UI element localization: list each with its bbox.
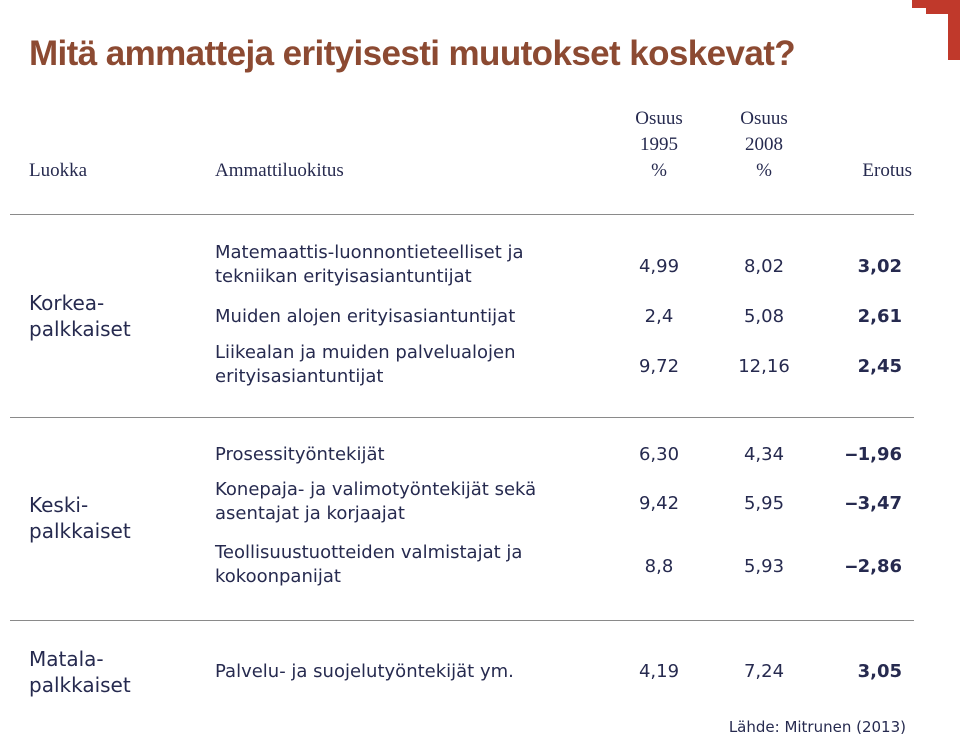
value-2008: 8,02 (743, 256, 785, 277)
group-divider (10, 417, 914, 418)
value-erotus: ‒2,86 (845, 556, 902, 577)
occupation-line: Palvelu- ja suojelutyöntekijät ym. (215, 661, 514, 682)
value-erotus: 2,61 (857, 306, 902, 327)
occupation-line: Konepaja- ja valimotyöntekijät sekä (215, 479, 537, 500)
occupation-label (215, 341, 516, 389)
value-1995: 9,42 (638, 493, 680, 514)
header-share-1995-line1: Osuus (635, 108, 683, 129)
occupation-line: Muiden alojen erityisasiantuntijat (215, 306, 516, 327)
occupation-line: erityisasiantuntijat (215, 366, 384, 387)
occupation-line: Prosessityöntekijät (215, 444, 385, 465)
header-share-2008-line3: % (756, 160, 772, 181)
value-2008: 5,93 (743, 556, 785, 577)
occupation-label (215, 305, 515, 329)
value-erotus: ‒1,96 (845, 444, 902, 465)
group-name-keskipalkkaiset (29, 492, 131, 544)
value-2008: 5,95 (743, 493, 785, 514)
occupation-label (215, 478, 536, 526)
header-divider (10, 214, 914, 215)
header-erotus: Erotus (862, 160, 912, 181)
group-name-matalapalkkaiset (29, 646, 131, 698)
group-name-line: palkkaiset (29, 317, 131, 341)
corner-logo-icon (890, 0, 960, 60)
occupation-line: kokoonpanijat (215, 566, 341, 587)
occupation-line: tekniikan erityisasiantuntijat (215, 266, 472, 287)
occupation-line: asentajat ja korjaajat (215, 503, 405, 524)
occupation-label (215, 660, 514, 684)
value-1995: 2,4 (644, 306, 674, 327)
header-share-1995-line2: 1995 (640, 134, 678, 155)
occupation-label (215, 241, 524, 289)
header-share-2008-line2: 2008 (745, 134, 783, 155)
occupation-label (215, 443, 385, 467)
value-1995: 6,30 (638, 444, 680, 465)
group-name-line: palkkaiset (29, 673, 131, 697)
value-erotus: 2,45 (857, 356, 902, 377)
group-name-line: Keski- (29, 493, 89, 517)
value-2008: 5,08 (743, 306, 785, 327)
header-share-1995-line3: % (651, 160, 667, 181)
group-divider (10, 620, 914, 621)
value-2008: 7,24 (743, 661, 785, 682)
value-erotus: 3,05 (857, 661, 902, 682)
occupation-label (215, 541, 522, 589)
header-share-1995 (614, 106, 704, 184)
group-name-korkeapalkkaiset (29, 290, 131, 342)
page-title: Mitä ammatteja erityisesti muutokset koskevat? (29, 34, 796, 73)
value-1995: 8,8 (644, 556, 674, 577)
value-1995: 4,19 (638, 661, 680, 682)
group-name-line: Korkea- (29, 291, 105, 315)
occupation-line: Matemaattis-luonnontieteelliset ja (215, 242, 524, 263)
header-share-2008-line1: Osuus (740, 108, 788, 129)
value-erotus: 3,02 (857, 256, 902, 277)
header-luokka: Luokka (29, 160, 88, 181)
occupation-line: Teollisuustuotteiden valmistajat ja (215, 542, 523, 563)
value-1995: 4,99 (638, 256, 680, 277)
header-ammattiluokitus: Ammattiluokitus (215, 160, 344, 181)
group-name-line: Matala- (29, 647, 104, 671)
value-1995: 9,72 (638, 356, 680, 377)
value-2008: 4,34 (743, 444, 785, 465)
value-2008: 12,16 (738, 356, 790, 377)
value-erotus: ‒3,47 (845, 493, 902, 514)
occupation-line: Liikealan ja muiden palvelualojen (215, 342, 516, 363)
group-name-line: palkkaiset (29, 519, 131, 543)
source-note: Lähde: Mitrunen (2013) (728, 718, 906, 736)
